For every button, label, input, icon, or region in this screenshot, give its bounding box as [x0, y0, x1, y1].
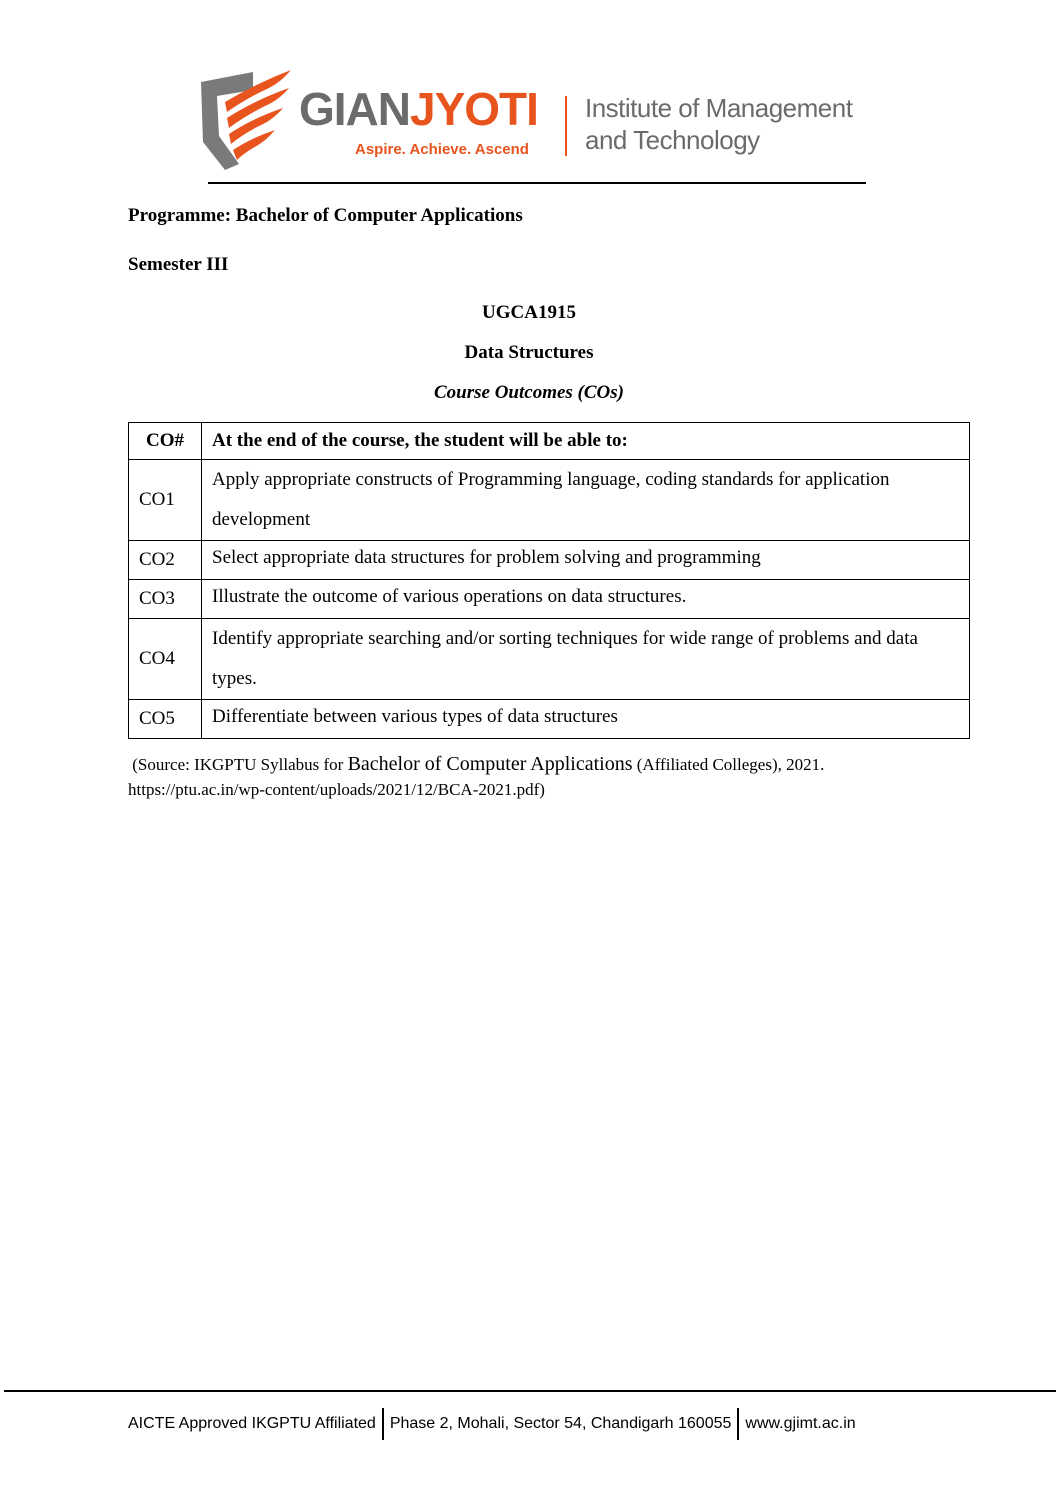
co-id-cell: CO5 [129, 700, 202, 739]
course-outcomes-table [128, 422, 970, 739]
page-footer [128, 1408, 856, 1440]
table-row [129, 700, 970, 739]
institute-name [585, 92, 852, 156]
footer-website: www.gjimt.ac.in [745, 1415, 856, 1432]
co-description-cell: Illustrate the outcome of various operations on data structures. [202, 580, 970, 619]
brand-name-part1: GIAN [299, 83, 410, 135]
table-row [129, 541, 970, 580]
source-programme: Bachelor of Computer Applications [347, 753, 633, 775]
brand-tagline: Aspire. Achieve. Ascend [355, 141, 529, 158]
header-divider [208, 182, 866, 184]
programme-title: Programme: Bachelor of Computer Applications [128, 205, 523, 226]
table-header-row [129, 423, 970, 460]
co-description-cell: Select appropriate data structures for problem solving and programming [202, 541, 970, 580]
co-id-cell: CO4 [129, 619, 202, 700]
source-citation [128, 752, 958, 802]
course-name: Data Structures [464, 342, 594, 363]
institute-name-line1: Institute of Management [585, 93, 853, 123]
table-header-description: At the end of the course, the student will be able to: [202, 423, 970, 460]
source-url: https://ptu.ac.in/wp-content/uploads/2021/12/BCA-2021.pdf) [128, 780, 545, 799]
course-code: UGCA1915 [482, 302, 576, 323]
co-id-cell: CO2 [129, 541, 202, 580]
footer-address: Phase 2, Mohali, Sector 54, Chandigarh 160055 [389, 1415, 732, 1432]
co-id-cell: CO1 [129, 460, 202, 541]
shield-logo-icon [195, 66, 295, 176]
co-description-cell: Identify appropriate searching and/or sorting techniques for wide range of problems and data types. [202, 619, 970, 700]
brand-name [299, 83, 538, 135]
footer-approval: AICTE Approved IKGPTU Affiliated [128, 1415, 376, 1432]
source-prefix: (Source: IKGPTU Syllabus for [132, 755, 344, 774]
table-header-co: CO# [129, 423, 202, 460]
source-suffix: (Affiliated Colleges), 2021. [636, 755, 825, 774]
brand-name-part2: JYOTI [410, 83, 538, 135]
institute-name-line2: and Technology [585, 125, 760, 155]
co-description-cell: Apply appropriate constructs of Programming language, coding standards for application development [202, 460, 970, 541]
table-row [129, 460, 970, 541]
logo-divider [565, 96, 567, 156]
co-description-cell: Differentiate between various types of data structures [202, 700, 970, 739]
footer-divider [4, 1390, 1056, 1392]
footer-separator [737, 1408, 739, 1440]
table-row [129, 619, 970, 700]
footer-separator [382, 1408, 384, 1440]
table-row [129, 580, 970, 619]
co-id-cell: CO3 [129, 580, 202, 619]
semester-label: Semester III [128, 254, 229, 275]
institute-logo [195, 66, 875, 176]
section-title: Course Outcomes (COs) [433, 382, 624, 403]
